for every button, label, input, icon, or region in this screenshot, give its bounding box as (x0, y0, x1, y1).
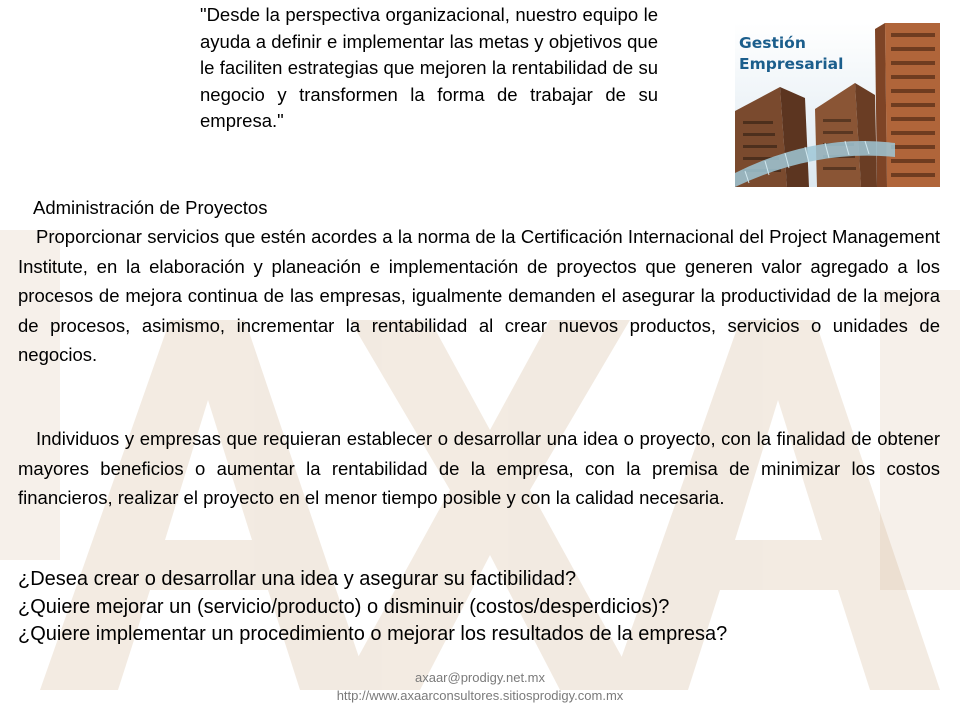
questions-list (18, 566, 948, 649)
footer-website: http://www.axaarconsultores.sitiosprodigy.com.mx (336, 688, 624, 703)
logo-title-line1: Gestión (739, 34, 806, 52)
gestion-empresarial-logo (735, 23, 940, 187)
intro-quote: "Desde la perspectiva organizacional, nuestro equipo le ayuda a definir e implementar las metas y objetivos que le faciliten estrategias que mejoren la rentabilidad de su negocio y transformen la forma de trabajar de su empresa." (200, 4, 658, 131)
section-title: Administración de Proyectos (33, 197, 268, 218)
logo-title-line2: Empresarial (739, 55, 844, 73)
footer-contact (0, 669, 960, 705)
paragraph-services: Proporcionar servicios que estén acordes a la norma de la Certificación Internacional del Project Management Institute, en la elaboración y planeación e implementación de proyectos que generen valor agregado a los procesos de mejora continua de las empresas, igualmente demanden el asegurar la productividad de la mejora de procesos, asimismo, incrementar la rentabilidad al crear nuevos productos, servicios o unidades de negocios. (18, 226, 940, 365)
paragraph-target-clients: Individuos y empresas que requieran establecer o desarrollar una idea o proyecto, con la finalidad de obtener mayores beneficios o aumentar la rentabilidad de la empresa, con la premisa de minimizar los costos financieros, realizar el proyecto en el menor tiempo posible y con la calidad necesaria. (18, 428, 940, 508)
question-item: ¿Desea crear o desarrollar una idea y asegurar su factibilidad? (18, 568, 577, 590)
logo-title (739, 33, 843, 75)
footer-email: axaar@prodigy.net.mx (414, 670, 545, 685)
question-item: ¿Quiere implementar un procedimiento o mejorar los resultados de la empresa? (18, 623, 728, 645)
question-item: ¿Quiere mejorar un (servicio/producto) o disminuir (costos/desperdicios)? (18, 595, 670, 618)
